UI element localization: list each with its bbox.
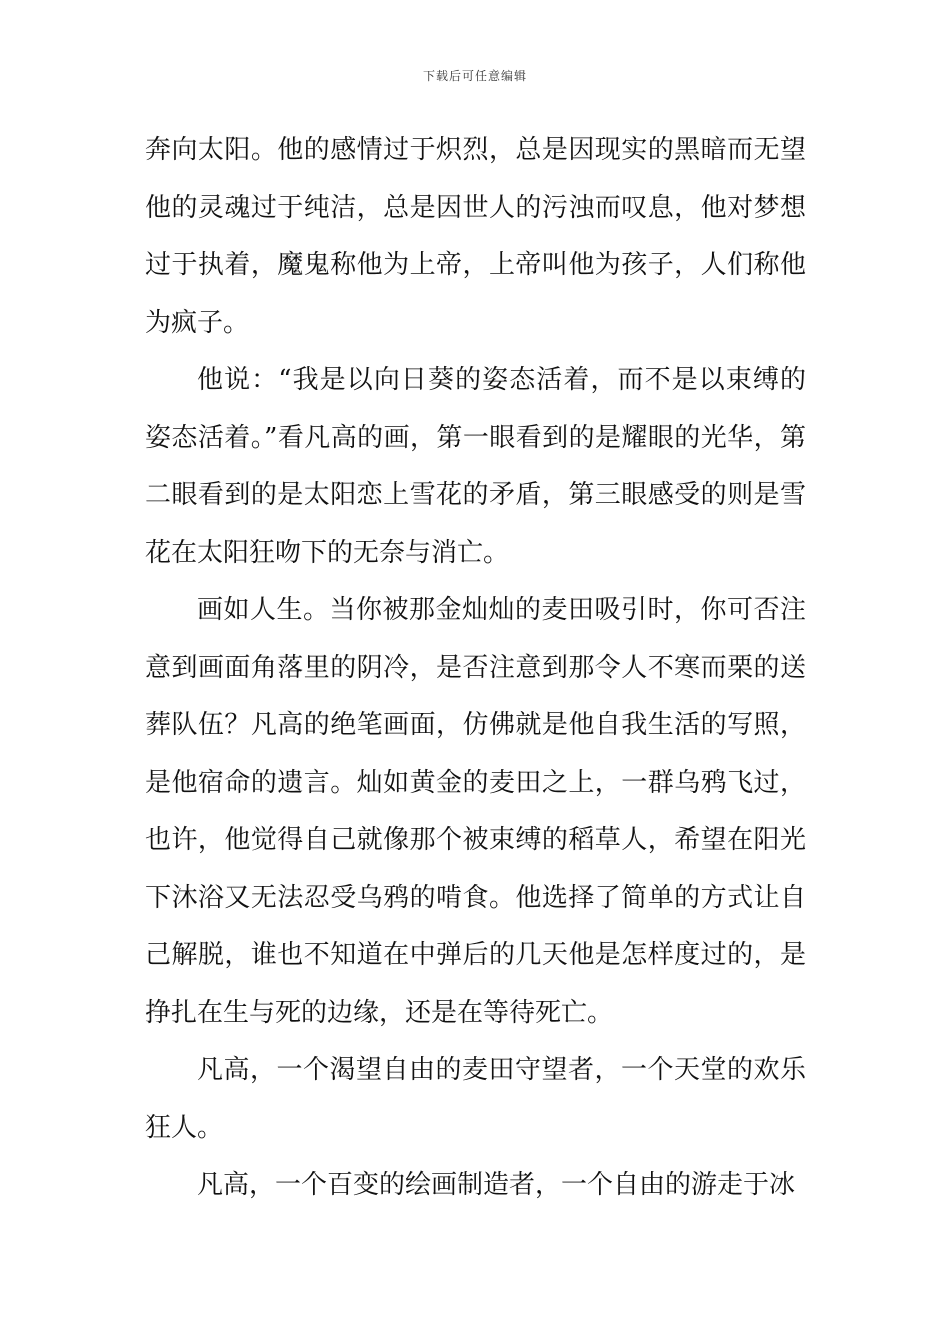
paragraph-5: 凡高，一个百变的绘画制造者，一个自由的游走于冰 <box>197 1170 796 1200</box>
page-header: 下载后可任意编辑 <box>422 69 527 83</box>
document-body <box>145 122 806 1215</box>
paragraph-3: 画如人生。当你被那金灿灿的麦田吸引时，你可否注意到画面角落里的阴冷，是否注意到那令人不寒而栗的送葬队伍？凡高的绝笔画面，仿佛就是他自我生活的写照，是他宿命的遗言。灿如黄金的麦田之上，一群乌鸦飞过，也许，他觉得自己就像那个被束缚的稻草人，希望在阳光下沐浴又无法忍受乌鸦的啃食。他选择了简单的方式让自己解脱，谁也不知道在中弹后的几天他是怎样度过的，是挣扎在生与死的边缘，还是在等待死亡。 <box>145 595 806 1028</box>
paragraph-4: 凡高，一个渴望自由的麦田守望者，一个天堂的欢乐狂人。 <box>145 1055 806 1143</box>
paragraph-2: 他说：“我是以向日葵的姿态活着，而不是以束缚的姿态活着。”看凡高的画，第一眼看到的是耀眼的光华，第二眼看到的是太阳恋上雪花的矛盾，第三眼感受的则是雪花在太阳狂吻下的无奈与消亡。 <box>145 365 806 568</box>
paragraph-1: 奔向太阳。他的感情过于炽烈，总是因现实的黑暗而无望他的灵魂过于纯洁，总是因世人的污浊而叹息，他对梦想过于执着，魔鬼称他为上帝，上帝叫他为孩子，人们称他为疯子。 <box>145 135 806 338</box>
